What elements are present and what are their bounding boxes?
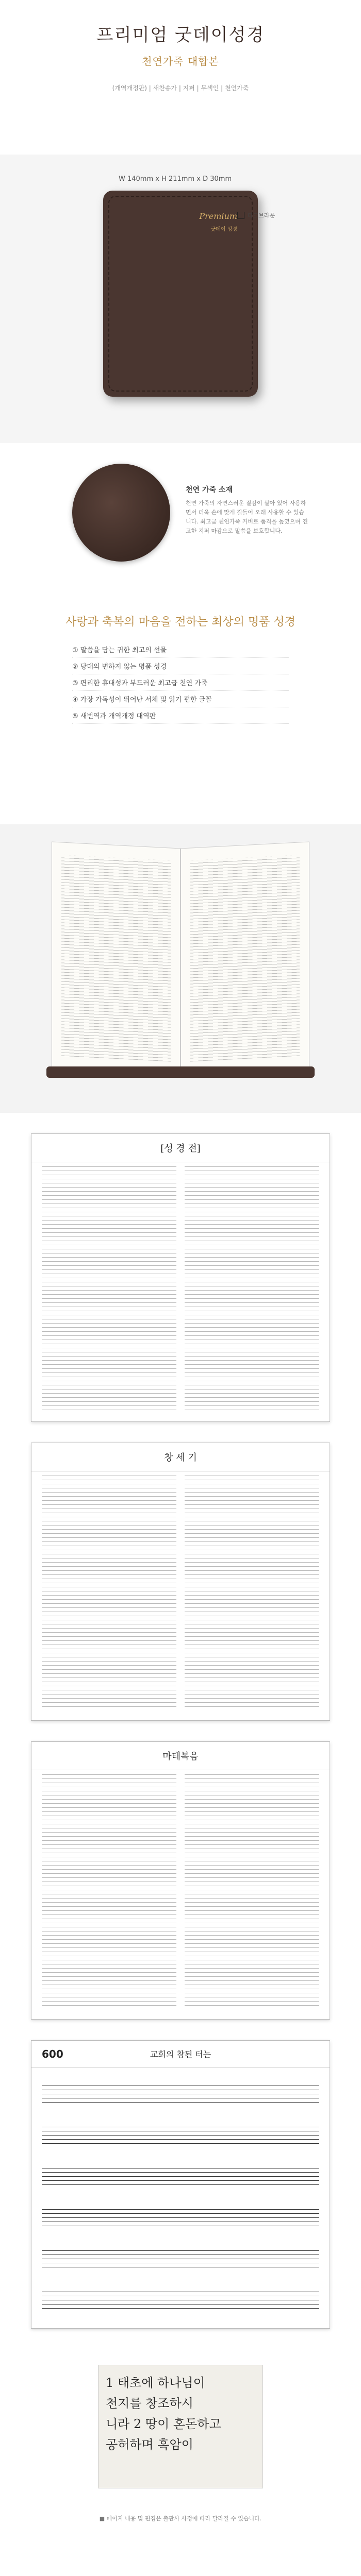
- feature-item: ① 말씀을 담는 귀한 최고의 선물: [72, 641, 289, 658]
- page-sample-intro: [31, 1133, 330, 1422]
- sample-columns: [42, 1472, 319, 1710]
- text-column: [42, 1163, 176, 1411]
- music-staff: [42, 2288, 319, 2309]
- text-column: [185, 1472, 319, 1710]
- page-sample-matthew: [31, 1741, 330, 2020]
- leather-description: 천연 가죽의 자연스러운 질감이 살아 있어 사용하면서 더욱 손에 맞게 길들어 오래 사용할 수 있습니다. 최고급 천연가죽 커버로 품격을 높였으며 견고한 지퍼 마감으로 말씀을 보호합니다.: [186, 500, 308, 534]
- feature-item: ③ 편리한 휴대성과 부드러운 최고급 천연 가죽: [72, 674, 289, 691]
- sample-columns: [42, 1771, 319, 2009]
- page-sample-genesis: [31, 1443, 330, 1721]
- features-list: [72, 641, 289, 724]
- product-title: 프리미엄 굿데이성경: [96, 25, 265, 45]
- dimensions-label: W 140mm x H 211mm x D 30mm: [119, 175, 232, 183]
- left-page: [52, 841, 180, 1075]
- text-lines: [61, 855, 171, 1061]
- music-staff: [42, 2164, 319, 2185]
- hymn-title: 교회의 참된 터는: [31, 2041, 330, 2067]
- sample-title: [성 경 전]: [31, 1134, 330, 1162]
- sample-title: 마태복음: [31, 1742, 330, 1770]
- music-staff: [42, 2082, 319, 2103]
- feature-item: ④ 가장 가독성이 뛰어난 서체 및 읽기 편한 글꼴: [72, 691, 289, 707]
- color-swatch-icon: [237, 212, 244, 219]
- text-column: [42, 1771, 176, 2009]
- page-sample-hymn: [31, 2040, 330, 2329]
- leather-title: 천연 가죽 소재: [186, 486, 233, 494]
- sample-columns: [42, 1163, 319, 1411]
- magnified-text-section: [0, 2349, 361, 2555]
- music-staff: [42, 2247, 319, 2267]
- features-title: 사랑과 축복의 마음을 전하는 최상의 명품 성경: [65, 616, 296, 629]
- product-image-section: [0, 155, 361, 443]
- magnified-line: 천지를 창조하시: [106, 2396, 193, 2411]
- music-staff: [42, 2206, 319, 2226]
- right-page: [180, 841, 309, 1075]
- editing-note: ■ 페이지 내용 및 편집은 출판사 사정에 따라 달라질 수 있습니다.: [99, 2515, 262, 2522]
- text-lines: [190, 855, 300, 1061]
- leather-texture-image: [72, 464, 170, 562]
- open-bible-section: [0, 824, 361, 1113]
- hymn-number: 600: [42, 2048, 63, 2060]
- open-cover-edge: [46, 1066, 315, 1078]
- features-section: [0, 598, 361, 824]
- product-subtitle: 천연가죽 대합본: [142, 55, 219, 67]
- feature-item: ② 당대의 변하지 않는 명품 성경: [72, 658, 289, 674]
- color-name: 다크브라운: [248, 212, 275, 219]
- bible-cover-image: [103, 191, 258, 397]
- leather-detail-section: [0, 443, 361, 598]
- open-bible-image: [52, 845, 309, 1072]
- music-staff: [42, 2123, 319, 2144]
- feature-item: ⑤ 새번역과 개역개정 대역판: [72, 707, 289, 724]
- color-swatch-label: [237, 211, 275, 219]
- text-column: [42, 1472, 176, 1710]
- magnified-line: 공허하며 흑암이: [106, 2437, 193, 2452]
- magnified-line: 니라 2 땅이 혼돈하고: [106, 2417, 221, 2431]
- text-column: [185, 1163, 319, 1411]
- product-specs: (개역개정판) | 새찬송가 | 지퍼 | 무색인 | 천연가죽: [112, 84, 249, 92]
- cover-brand: Premium: [199, 211, 237, 221]
- cover-title: 굿데이 성경: [210, 227, 237, 232]
- magnified-line: 1 태초에 하나님이: [106, 2376, 205, 2390]
- header-section: [0, 0, 361, 155]
- sample-title: 창 세 기: [31, 1443, 330, 1471]
- magnified-text-box: [98, 2365, 263, 2488]
- text-column: [185, 1771, 319, 2009]
